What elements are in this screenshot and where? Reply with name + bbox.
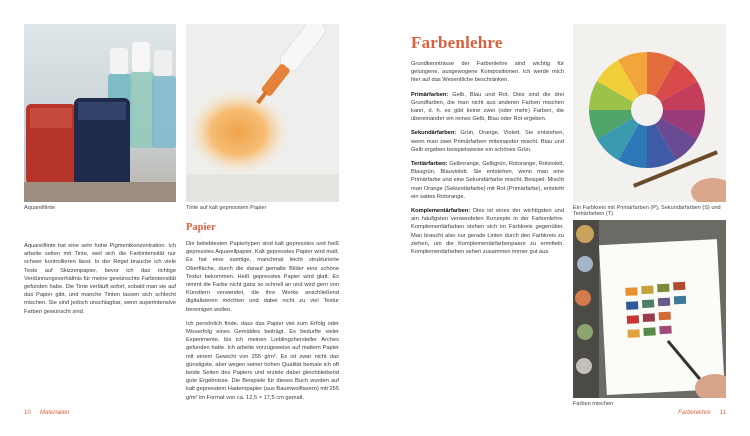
tertiary-colors-paragraph <box>411 160 564 201</box>
complementary-text: Dies ist eines der wichtigsten und am häufigsten verwendeten Konzepte in der Farbenlehre. Komplementärfarben stehen sich im Farbkreis gegenüber. Man braucht also nur gerade Linien durch den Farbkreis zu ziehen, um die Komplementärfarbenpaare zu ermitteln. Komplementärfarben sehen zusammen immer gut aus. <box>411 208 564 256</box>
secondary-colors-paragraph <box>411 129 564 154</box>
complementary-term: Komplementärfarben: <box>411 208 471 215</box>
color-wheel-photo <box>573 24 726 202</box>
ink-on-paper-photo <box>186 24 339 202</box>
paper-paragraph-1: Die beliebtesten Papiertypen sind kalt gepresstes und heiß gepresstes Aquarellpapier. Kalt gepresstes Papier wird matt. Es hat eine samtige, manchmal leicht strukturierte Oberfläche, durch die darauf gemalte Bilder eine schöne Textur bekommen. Heiß gepresstes Papier wird glatt. Es nimmt die Farbe nicht ganz so schnell an und wird gern von Künstlern verwendet, die ihre Werke anschließend digitalisieren möchten und dabei nicht zu viel Textur bereinigen wollen. <box>186 241 339 313</box>
ink-bottles-photo <box>24 24 176 202</box>
page-title: Farbenlehre <box>411 33 503 52</box>
mixing-photo-caption: Farben mischen <box>573 401 614 407</box>
primary-colors-paragraph <box>411 91 564 124</box>
right-page-number: 11 <box>719 410 726 416</box>
paper-heading: Papier <box>186 222 216 233</box>
color-theory-text <box>411 60 564 262</box>
ink-paragraph: Aquarelltinte hat eine sehr hohe Pigmentkonzentration. Ich arbeite selten mit Tinte, weil sich die Farbintensität nur schwer kontrollieren lässt. In der Regel brauche ich viele Tests auf Skizzenpapier, bevor ich das richtige Verdünnungsverhältnis für meine gewünschte Farbintensität gefunden habe. Die Tinte verläuft sofort, sobald man sie auf das Papier gibt, und manche Tinten lassen sich schlecht mischen. Sie sind jedoch unschlagbar, wenn superintensive Farben gewünscht sind. <box>24 243 176 315</box>
primary-term: Primärfarben: <box>411 91 449 98</box>
wheel-photo-caption: Ein Farbkreis mit Primärfarben (P), Sekundärfarben (S) und Tertiärfarben (T) <box>573 205 721 218</box>
tertiary-text: Gelborange, Gelbgrün, Rotorange, Rotviolett, Blaugrün, Blauviolett. Sie entstehen, wenn man eine Primärfarbe und eine Sekundärfarbe mischt. Beispiel: Mischt man Orange (Sekundärfarbe) mit Rot (Primärfarbe), entsteht ein sattes Rotorange. <box>411 161 564 200</box>
right-folio <box>678 410 726 416</box>
left-page-number: 10 <box>24 410 31 416</box>
left-folio <box>24 410 69 416</box>
complementary-colors-paragraph <box>411 207 564 256</box>
paper-paragraph-2: Ich persönlich finde, dass das Papier viel zum Erfolg oder Misserfolg eines Gemäldes beiträgt. Es bedurfte vieler Experimente, bis ich meinen Lieblingshersteller Arches gefunden hatte. Ich arbeite vorzugsweise auf mattem Papier mit einem Gewicht von 255 g/m². Es ist zwar nicht das günstigste, aber wegen seiner hohen Qualität bemale ich oft beide Seiten des Papiers und erziele dabei gleichbleibend gute Ergebnisse. Die Beispiele für dieses Buch wurden auf kalt gepresstem Hadernpapier (aus Baumwollfasern) mit 255 g/m² im Format von ca. 12,5 × 17,5 cm gemalt. <box>186 320 340 401</box>
primary-text: Gelb, Blau und Rot. Dies sind die drei Grundfarben, die man nicht aus anderen Farben mischen kann, d. h. es gibt keine zwei (oder mehr) Farben, die übereinander ein reines Gelb, Blau oder Rot ergeben. <box>411 91 564 123</box>
ink-photo-caption: Aquarelltinte <box>24 205 56 211</box>
intro-paragraph: Grundkenntnisse der Farbenlehre sind wichtig für gelungene, ausgewogene Kompositionen. Ich werde mich hier auf das Wesentliche beschränken. <box>411 61 564 84</box>
secondary-text: Grün, Orange, Violett. Sie entstehen, wenn man zwei Primärfarben miteinander mischt. Blau und Gelb ergeben beispielsweise ein schönes Grün. <box>411 130 564 153</box>
paper-section <box>186 240 339 408</box>
tertiary-term: Tertiärfarben: <box>411 161 448 168</box>
paper-photo-caption: Tinte auf kalt gepresstem Papier <box>186 205 267 211</box>
left-running-title: Materialien <box>40 410 70 416</box>
secondary-term: Sekundärfarben: <box>411 130 457 137</box>
mixing-colors-photo <box>573 220 726 398</box>
right-running-title: Farbenlehre <box>678 410 711 416</box>
